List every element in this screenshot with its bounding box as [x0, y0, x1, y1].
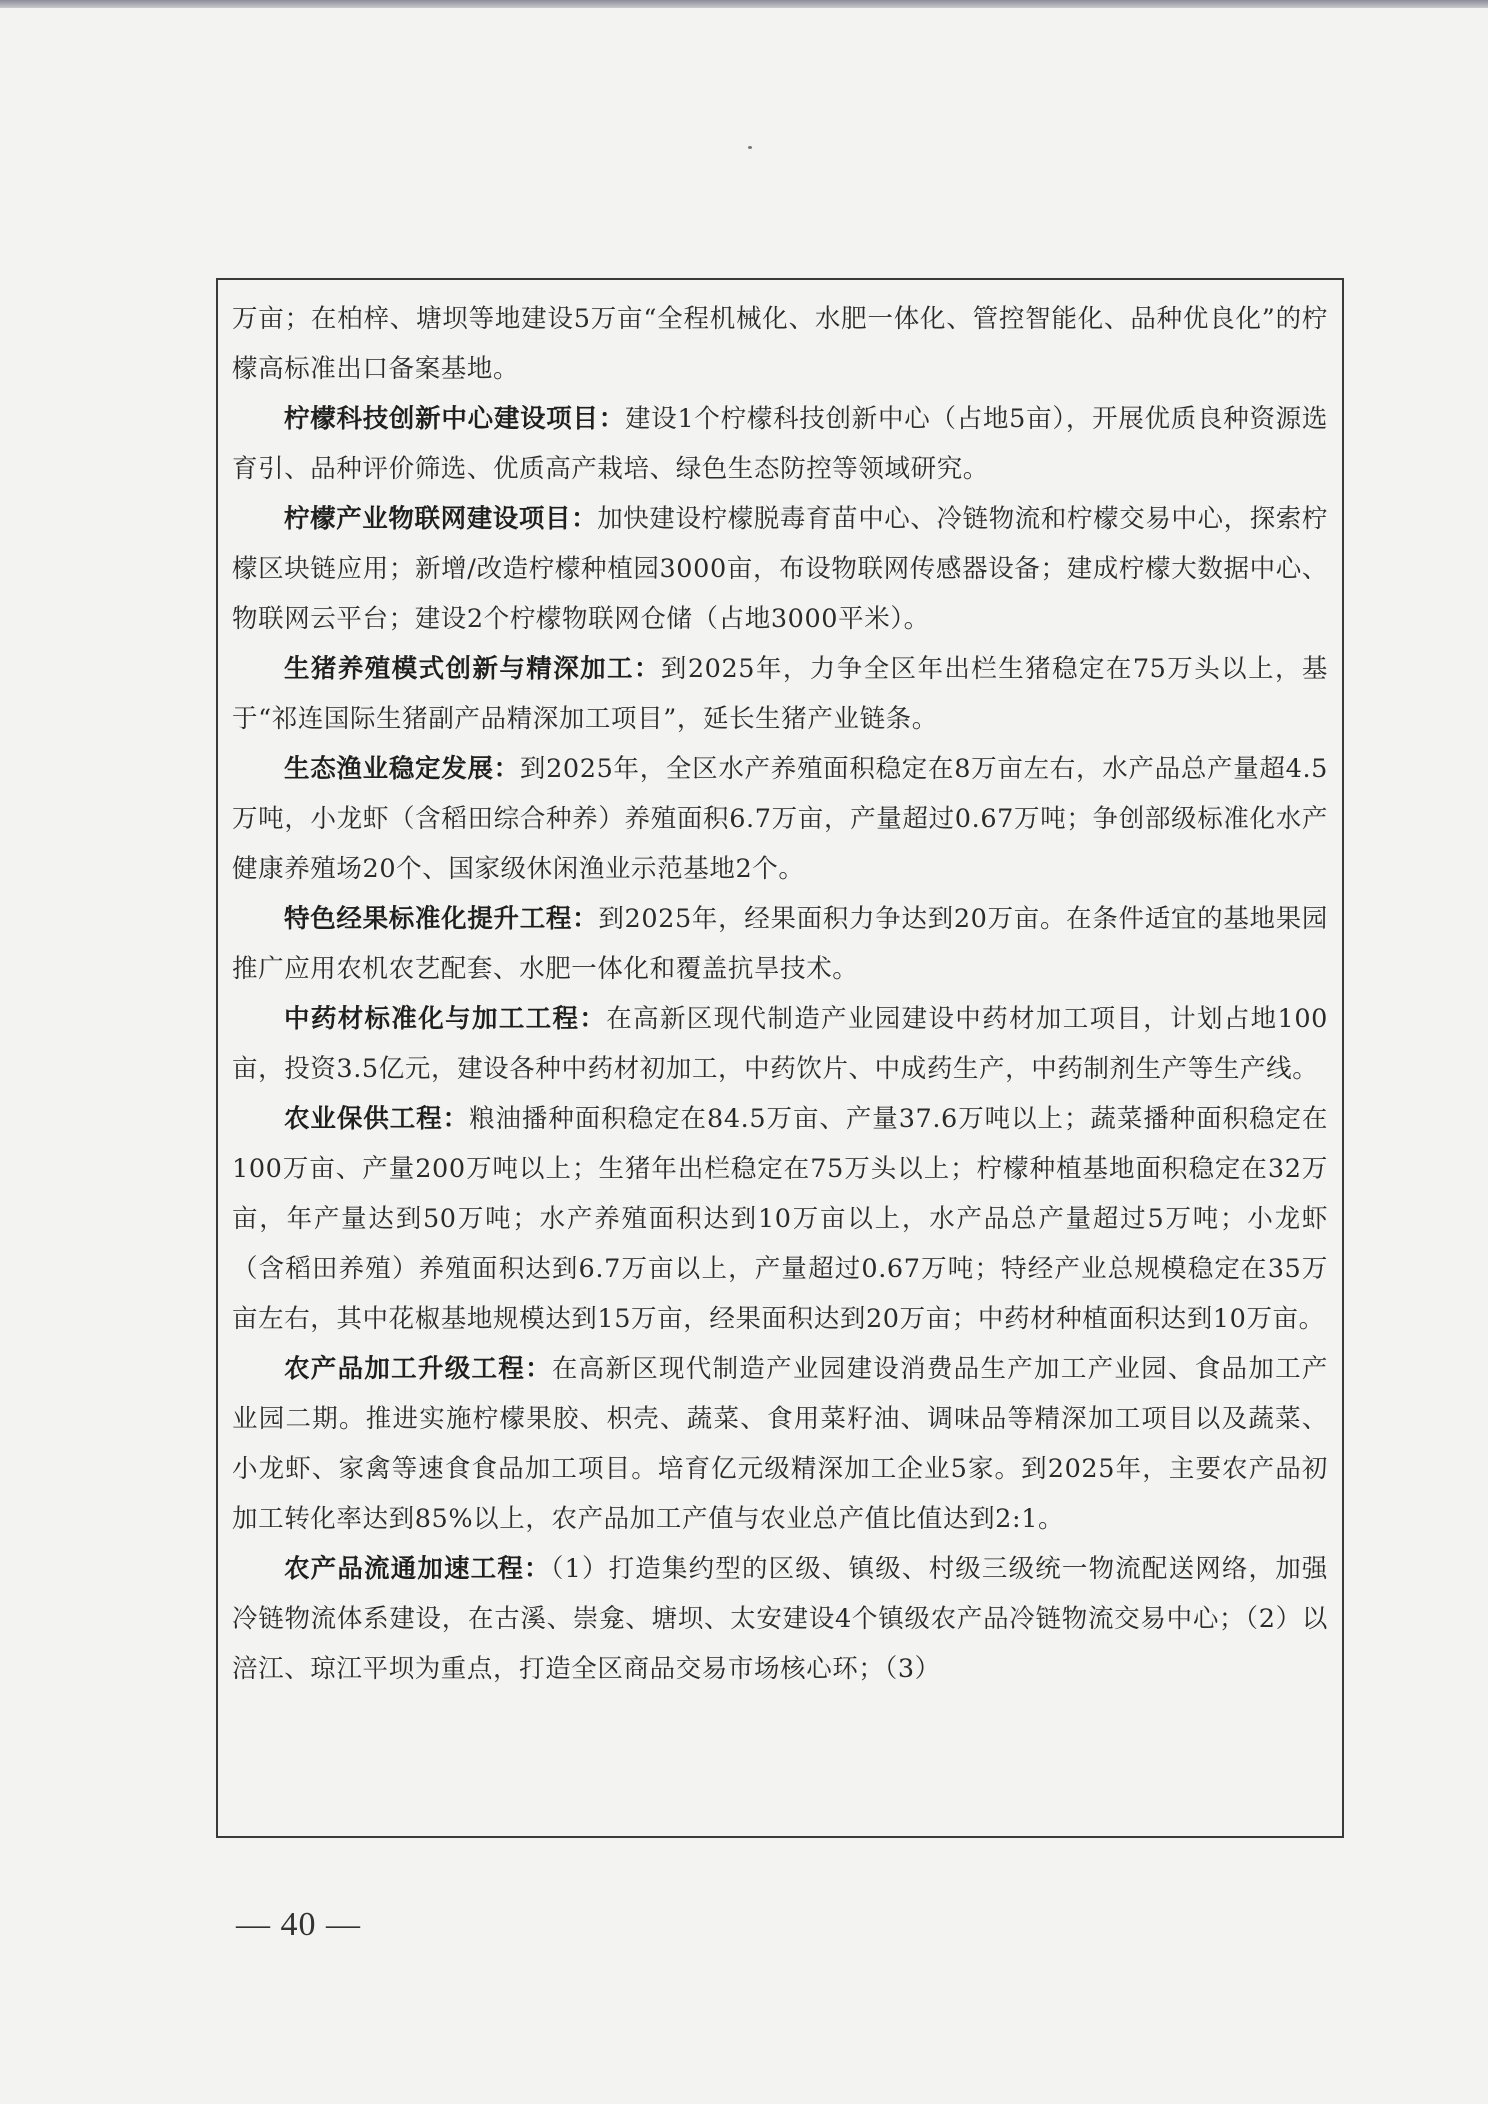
content-box — [216, 278, 1344, 1838]
paragraph-heading: 农业保供工程： — [284, 1104, 470, 1134]
paragraph-text: 建设1个柠檬科技创新中心（占地5亩），开展优质良种资源选育引、品种评价筛选、优质高产栽培、绿色生态防控等领域研究。 — [232, 404, 1329, 484]
paragraph — [232, 994, 1328, 1094]
paragraph-heading: 农产品加工升级工程： — [284, 1354, 552, 1384]
page-number: — 40 — — [236, 1906, 361, 1943]
paragraph-heading: 柠檬科技创新中心建设项目： — [284, 404, 625, 434]
paragraph-heading: 生猪养殖模式创新与精深加工： — [284, 654, 661, 684]
paragraph — [232, 394, 1328, 494]
paragraph — [232, 1544, 1328, 1694]
paragraph-text: 在高新区现代制造产业园建设消费品生产加工产业园、食品加工产业园二期。推进实施柠檬果胶、枳壳、蔬菜、食用菜籽油、调味品等精深加工项目以及蔬菜、小龙虾、家禽等速食食品加工项目。培育亿元级精深加工企业5家。到2025年，主要农产品初加工转化率达到85%以上，农产品加工产值与农业总产值比值达到2:1。 — [232, 1354, 1328, 1534]
paragraph-text: 粮油播种面积稳定在84.5万亩、产量37.6万吨以上；蔬菜播种面积稳定在100万亩、产量200万吨以上；生猪年出栏稳定在75万头以上；柠檬种植基地面积稳定在32万亩，年产量达到50万吨；水产养殖面积达到10万亩以上，水产品总产量超过5万吨；小龙虾（含稻田养殖）养殖面积达到6.7万亩以上，产量超过0.67万吨；特经产业总规模稳定在35万亩左右，其中花椒基地规模达到15万亩，经果面积达到20万亩；中药材种植面积达到10万亩。 — [232, 1104, 1328, 1334]
paragraph-text: 万亩；在柏梓、塘坝等地建设5万亩“全程机械化、水肥一体化、管控智能化、品种优良化”的柠檬高标准出口备案基地。 — [232, 304, 1328, 384]
paragraph-text: 加快建设柠檬脱毒育苗中心、冷链物流和柠檬交易中心，探索柠檬区块链应用；新增/改造柠檬种植园3000亩，布设物联网传感器设备；建成柠檬大数据中心、物联网云平台；建设2个柠檬物联网仓储（占地3000平米）。 — [232, 504, 1329, 634]
paragraph-heading: 农产品流通加速工程： — [284, 1554, 551, 1584]
scan-top-edge — [0, 0, 1488, 8]
paragraph-text: 到2025年，经果面积力争达到20万亩。在条件适宜的基地果园推广应用农机农艺配套、水肥一体化和覆盖抗旱技术。 — [232, 904, 1328, 984]
paragraph — [232, 894, 1328, 994]
paragraph-heading: 中药材标准化与加工工程： — [284, 1004, 607, 1034]
paragraph-heading: 生态渔业稳定发展： — [284, 754, 520, 784]
paragraph-text: 在高新区现代制造产业园建设中药材加工项目，计划占地100亩，投资3.5亿元，建设各种中药材初加工，中药饮片、中成药生产，中药制剂生产等生产线。 — [232, 1004, 1328, 1084]
paragraph-list — [232, 294, 1328, 1694]
paragraph-heading: 特色经果标准化提升工程： — [284, 904, 599, 934]
paragraph — [232, 494, 1328, 644]
paragraph — [232, 644, 1328, 744]
paragraph — [232, 294, 1328, 394]
paragraph-text: （1）打造集约型的区级、镇级、村级三级统一物流配送网络，加强冷链物流体系建设，在古溪、崇龛、塘坝、太安建设4个镇级农产品冷链物流交易中心；（2）以涪江、琼江平坝为重点，打造全区商品交易市场核心环；（3） — [232, 1554, 1328, 1684]
paragraph-text: 到2025年，力争全区年出栏生猪稳定在75万头以上，基于“祁连国际生猪副产品精深加工项目”，延长生猪产业链条。 — [232, 654, 1329, 734]
paragraph — [232, 744, 1328, 894]
paragraph-heading: 柠檬产业物联网建设项目： — [284, 504, 598, 534]
paragraph-text: 到2025年，全区水产养殖面积稳定在8万亩左右，水产品总产量超4.5万吨，小龙虾（含稻田综合种养）养殖面积6.7万亩，产量超过0.67万吨；争创部级标准化水产健康养殖场20个、国家级休闲渔业示范基地2个。 — [232, 754, 1329, 884]
paragraph — [232, 1344, 1328, 1544]
scan-speck — [748, 146, 752, 149]
paragraph — [232, 1094, 1328, 1344]
